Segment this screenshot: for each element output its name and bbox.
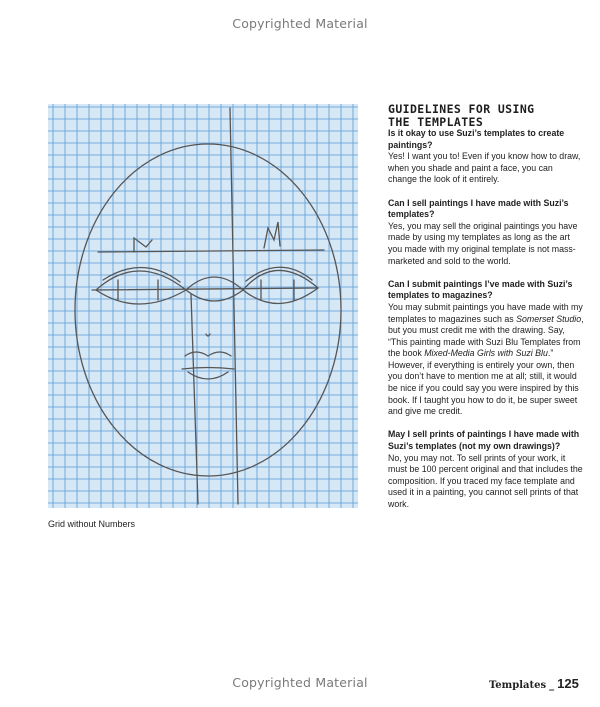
question-4: May I sell prints of paintings I have made with Suzi’s templates (not my own drawings)? [388, 429, 580, 452]
section-name: Templates [489, 680, 547, 691]
head-outline [75, 144, 341, 476]
face-template-figure [48, 104, 358, 508]
eye-line [92, 288, 318, 290]
answer-2: Yes, you may sell the original paintings you have made by using my templates as long as the art you made with my original template is not mass-marketed and sold to the world. [388, 220, 578, 266]
figure-caption: Grid without Numbers [48, 519, 136, 529]
copyright-watermark-bottom: Copyrighted Material [232, 675, 368, 690]
answer-3: You may submit paintings you have made with my templates to magazines such as Somerset Studio, but you must credit me with the drawing. Say, “This painting made with Suzi Blu Templates from the book Mixed-Media Girls with Suzi Blu.” However, if everything is entirely your own, then you don’t have to mention me at all; still, it would be nice if you could say you were inspired by this book. If I taught you how to do it, be super sweet and give me credit. [388, 301, 584, 417]
question-2: Can I sell paintings I have made with Suzi’s templates? [388, 197, 569, 220]
face-template-drawing [48, 104, 358, 508]
footer-separator: _ [549, 680, 555, 691]
mouth-line [182, 368, 234, 370]
question-3: Can I submit paintings I’ve made with Suzi’s templates to magazines? [388, 278, 573, 301]
page-number: 125 [557, 676, 579, 691]
grid-lines [48, 104, 358, 508]
answer-1: Yes! I want you to! Even if you know how to draw, when you shade and paint a face, you can change the look of it entirely. [388, 151, 581, 185]
upper-lip [185, 352, 231, 356]
hair-tuft-right [264, 222, 280, 248]
question-1: Is it okay to use Suzi’s templates to create paintings? [388, 128, 565, 150]
copyright-watermark-top: Copyrighted Material [232, 16, 368, 31]
page-footer [489, 676, 579, 691]
guidelines-article [388, 103, 584, 522]
right-iris [261, 280, 294, 300]
article-heading: GUIDELINES FOR USING THE TEMPLATES [388, 102, 535, 129]
answer-4: No, you may not. To sell prints of your work, it must be 100 percent original and that includes the composition. If you traced my face template and used it in a painting, you cannot sell prints of that work. [388, 452, 583, 509]
